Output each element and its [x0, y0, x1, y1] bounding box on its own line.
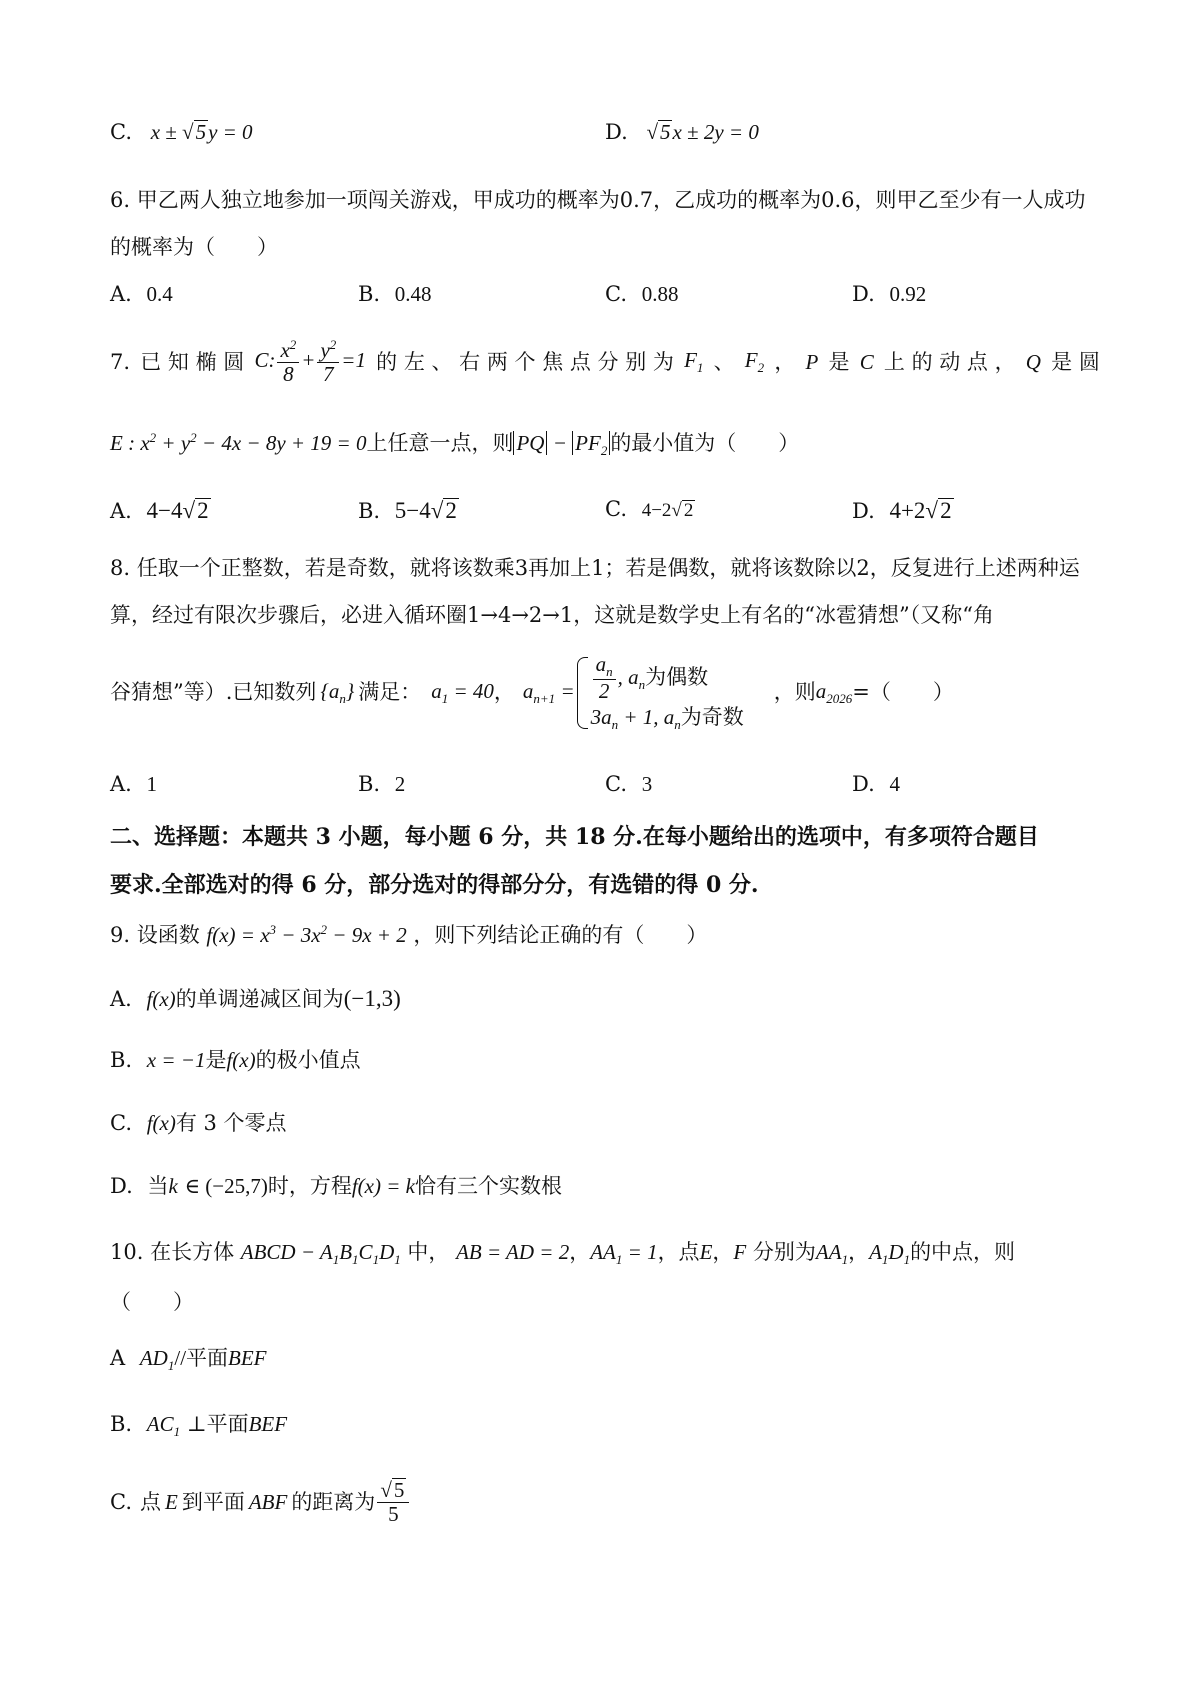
q10-stem-line1: 10. 在长方体 ABCD − $A_1B_1C_1D_1$ 中， AB = AD = 2，$AA_1 = 1$，点E，F 分别为$AA_1$，$A_1D_1$的中点，则: [110, 1240, 1016, 1268]
q8-stem-line2: 算，经过有限次步骤后，必进入循环圈1→4→2→1，这就是数学史上有名的“冰雹猜想”（又称“角: [110, 603, 994, 627]
option-value: 1: [146, 772, 158, 796]
q7-option-d: D. 4+2√2: [852, 498, 952, 523]
q10-text: 的中点，则: [910, 1240, 1016, 1264]
option-label: A.: [110, 987, 132, 1011]
option-label: C.: [110, 120, 132, 144]
option-value: 0.92: [889, 282, 927, 306]
option-value: 0.48: [394, 282, 432, 306]
q8-option-b: [358, 772, 405, 797]
q7-stem-line1: 7. 已 知 椭 圆 C: $\frac{x^2}{8}$ + $\frac{y^2}{7}$ =1 的 左 、 右 两 个 焦 点 分 别 为 $F_1$ 、 $F_2$ ， P 是 C 上 的 动 点 ， Q 是 圆: [110, 337, 1100, 387]
option-value: 0.4: [146, 282, 173, 306]
ellipse-equation: C: $\frac{x^2}{8}$ + $\frac{y^2}{7}$ =1: [254, 337, 366, 387]
q8-stem-line3: 谷猜想”等）.已知数列 $\{a_n\}$ 满足： $a_1 = 40$ ， $a_{n+1}$ = $\frac{a_n}{2}$ , $a_n$为偶数 $3a_n + 1$, $a_n$为奇数 ，则 $a_{2026}$ =（ ）: [110, 652, 954, 732]
option-label: A: [110, 1346, 126, 1370]
q9-d-text: 恰有三个实数根: [414, 1174, 562, 1198]
q9-c-text: 有 3 个零点: [175, 1111, 287, 1135]
q10-option-c: C. 点 E 到平面 ABF 的距离为 $\frac{√5}{5}$: [110, 1478, 411, 1526]
question-number: 7.: [110, 349, 131, 374]
q8-text: 满足：: [358, 680, 422, 705]
q9-stem: 9. 设函数 $f(x) = x^3 - 3x^2 - 9x + 2$ ，则下列结论正确的有（ ）: [110, 922, 708, 947]
q7-option-b: B. 5−4√2: [358, 498, 457, 523]
q6-option-d: [852, 282, 926, 307]
option-label: A.: [110, 282, 132, 306]
option-value: 4: [889, 772, 900, 796]
option-label: C.: [110, 1111, 132, 1135]
case-even-text: 为偶数: [645, 664, 709, 689]
q5-option-c: [110, 120, 253, 145]
q9-text: ，则下列结论正确的有（ ）: [413, 923, 708, 947]
q10-stem-line2: （ ）: [110, 1290, 194, 1314]
q10-option-a: A $AD_1//$平面BEF: [110, 1346, 267, 1374]
option-value: 2: [394, 772, 406, 796]
q5-option-d-expr: √5x ± 2y = 0: [646, 120, 759, 144]
q7-text: 的最小值为（ ）: [610, 431, 800, 455]
q9-b-text: 的极小值点: [255, 1048, 361, 1072]
q10-option-b: B. $AC_1$ ⊥平面BEF: [110, 1412, 288, 1440]
q9-d-text: 时，方程: [267, 1174, 352, 1198]
q9-text: 9. 设函数: [110, 923, 200, 947]
q7-text: 上任意一点，则: [366, 431, 514, 455]
option-label: D.: [605, 120, 628, 144]
q6-option-c: [605, 282, 678, 307]
q10-b-text: 平面: [206, 1412, 249, 1436]
section-2-heading-line2: 要求.全部选对的得 6 分，部分选对的得部分分，有选错的得 0 分.: [110, 872, 759, 898]
option-label: C.: [605, 282, 627, 306]
q10-a-text: 平面: [186, 1346, 229, 1370]
q7-text: 上 的 动 点 ，: [883, 349, 1016, 374]
q7-text: 是 圆: [1051, 349, 1100, 374]
option-label: D.: [110, 1174, 133, 1198]
q8-option-d: [852, 772, 900, 797]
q10-text: 10. 在长方体: [110, 1240, 235, 1264]
q9-option-a: A. f(x)的单调递减区间为(−1,3): [110, 986, 401, 1011]
option-label: B.: [358, 499, 381, 523]
q7-option-a: A. 4−4√2: [110, 498, 209, 523]
option-label: A.: [110, 499, 132, 523]
distance-fraction: $\frac{√5}{5}$: [377, 1478, 409, 1526]
q10-c-text: 点: [140, 1489, 161, 1514]
option-label: B.: [358, 282, 381, 306]
q9-option-d: D. 当k ∈ (−25,7)时，方程f(x) = k恰有三个实数根: [110, 1174, 562, 1198]
option-label: A.: [110, 772, 132, 796]
q7-text: 是: [828, 349, 850, 374]
q7-option-c: C. 4−2√ 2: [605, 497, 694, 521]
q7-text: 的 左 、 右 两 个 焦 点 分 别 为: [376, 349, 674, 374]
q8-option-c: [605, 772, 652, 797]
q6-option-b: [358, 282, 432, 307]
q7-text: 已 知 椭 圆: [140, 349, 245, 374]
q7-stem-line2: E : $x^2 + y^2 - 4x - 8y + 19 = 0$上任意一点，则 PQ − $PF_2$ 的最小值为（ ）: [110, 430, 800, 459]
option-label: C.: [605, 497, 627, 521]
q9-b-text: 是: [205, 1048, 227, 1072]
option-value: 0.88: [641, 282, 679, 306]
option-label: D.: [852, 772, 875, 796]
q8-stem-line1: 8. 任取一个正整数，若是奇数，就将该数乘3再加上1；若是偶数，就将该数除以2，反复进行上述两种运: [110, 556, 1080, 580]
q10-text: 中，: [407, 1240, 450, 1264]
option-label: C.: [110, 1489, 132, 1514]
section-2-heading-line1: 二、选择题：本题共 3 小题，每小题 6 分，共 18 分.在每小题给出的选项中，有多项符合题目: [110, 824, 1039, 850]
q8-text: 谷猜想”等）.已知数列: [110, 680, 317, 705]
q8-text: ，则: [773, 680, 816, 705]
case-odd-text: 为奇数: [680, 704, 744, 729]
q10-text: 分别为: [752, 1240, 816, 1264]
q6-stem-line1: 6. 甲乙两人独立地参加一项闯关游戏，甲成功的概率为0.7，乙成功的概率为0.6，则甲乙至少有一人成功: [110, 188, 1086, 212]
option-label: B.: [110, 1412, 133, 1436]
option-label: B.: [358, 772, 381, 796]
q8-option-a: [110, 772, 157, 797]
option-value: 3: [641, 772, 653, 796]
q9-option-b: B. x = −1是f(x)的极小值点: [110, 1048, 361, 1072]
q6-stem-line2: 的概率为（ ）: [110, 235, 278, 259]
q9-option-c: C. f(x)有 3 个零点: [110, 1111, 287, 1135]
q5-option-d: [605, 120, 759, 145]
q10-c-text: 到平面: [181, 1489, 245, 1514]
q5-option-c-expr: x ± √5y = 0: [150, 120, 253, 144]
q10-text: ，点: [657, 1240, 700, 1264]
q9-a-text: 的单调递减区间为: [175, 987, 344, 1011]
option-label: C.: [605, 772, 627, 796]
option-label: D.: [852, 499, 875, 523]
option-label: B.: [110, 1048, 133, 1072]
piecewise-definition: $\frac{a_n}{2}$ , $a_n$为偶数 $3a_n + 1$, $a_n$为奇数: [575, 653, 744, 733]
option-label: D.: [852, 282, 875, 306]
q8-text: =（ ）: [852, 680, 954, 705]
q9-d-text: 当: [147, 1174, 169, 1198]
q10-c-text: 的距离为: [291, 1489, 376, 1514]
q6-option-a: [110, 282, 173, 307]
circle-equation: E : $x^2 + y^2 - 4x - 8y + 19 = 0$: [110, 430, 367, 455]
